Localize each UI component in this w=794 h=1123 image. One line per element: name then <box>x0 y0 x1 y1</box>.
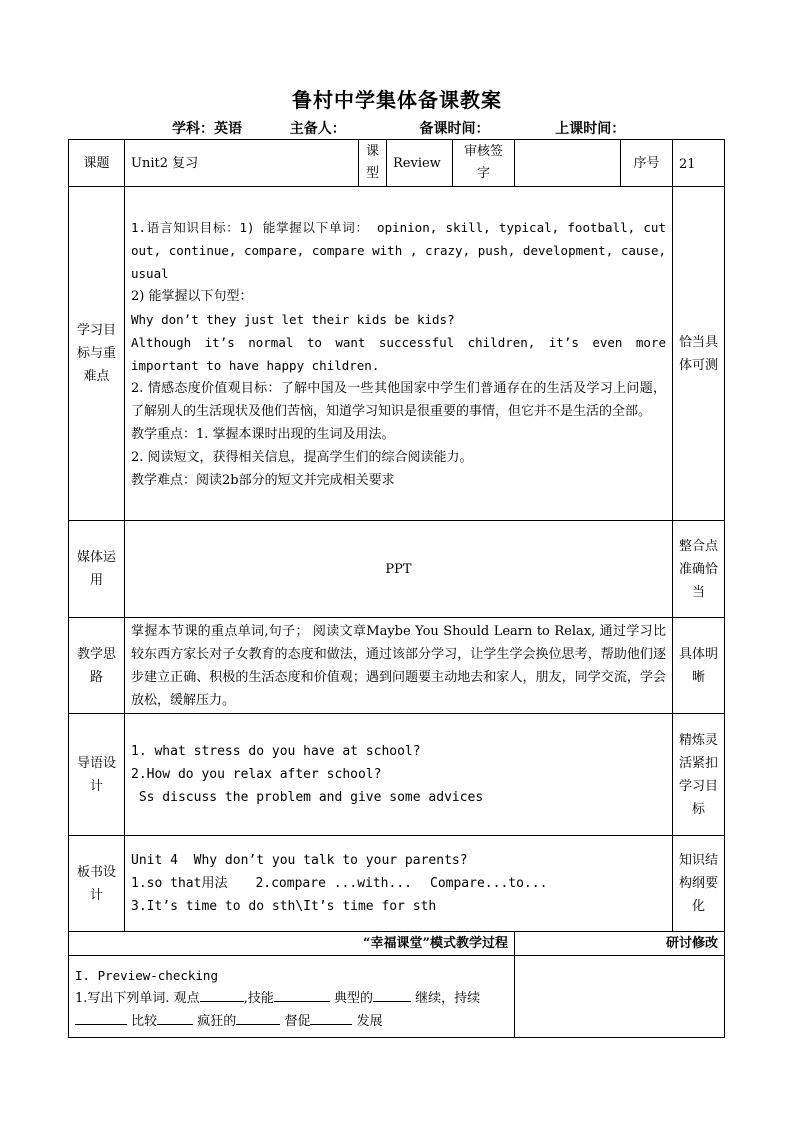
class-time-field: 上课时间： <box>555 121 626 137</box>
answer-blank[interactable] <box>236 1010 280 1025</box>
media-side-note: 整合点准确恰当 <box>673 521 725 618</box>
idea-label: 教学思路 <box>69 618 125 714</box>
header-meta <box>172 118 625 138</box>
goals-line: 1.语言知识目标：1) 能掌握以下单词： opinion, skill, typical, football, cut out, continue, compare, compare with , crazy, push, development, cause, usual <box>131 219 666 281</box>
answer-blank[interactable] <box>75 1010 127 1025</box>
type-value: Review <box>387 140 453 187</box>
board-side-note: 知识结构纲要化 <box>673 836 725 932</box>
revise-heading: 研讨修改 <box>515 932 725 956</box>
goals-line: Why don’t they just let their kids be kids? <box>131 311 455 327</box>
row-goals <box>69 187 725 521</box>
goals-line: 教学重点：1. 掌握本课时出现的生词及用法。 <box>131 426 395 442</box>
idea-text: 掌握本节课的重点单词,句子； 阅读文章Maybe You Should Learn to Relax, 通过学习比较东西方家长对子女教育的态度和做法，通过该部分学习，让学生学会换位思考，帮助他们逐步建立正确、积极的生活态度和价值观；遇到问题要主动地去和家人，朋友，同学交流，学会放松，缓解压力。 <box>125 618 673 714</box>
answer-blank[interactable] <box>157 1010 193 1025</box>
intro-line: Ss discuss the problem and give some advices <box>131 790 484 805</box>
goals-line: Although it’s normal to want successful children, it’s even more important to have happy children. <box>131 334 666 373</box>
review-signature <box>515 140 621 187</box>
goals-label: 学习目标与重难点 <box>69 187 125 521</box>
row-process-header <box>69 932 725 956</box>
document-title: 鲁村中学集体备课教案 <box>292 88 502 112</box>
seq-value: 21 <box>673 140 725 187</box>
answer-blank[interactable] <box>274 987 330 1002</box>
row-media <box>69 521 725 618</box>
goals-side-note: 恰当具体可测 <box>673 187 725 521</box>
answer-blank[interactable] <box>310 1010 352 1025</box>
board-item: Compare...to... <box>430 876 548 891</box>
topic-label: 课题 <box>69 140 125 187</box>
preview-section-title: I. Preview-checking <box>75 968 218 983</box>
row-intro <box>69 714 725 836</box>
row-idea <box>69 618 725 714</box>
process-heading: “幸福课堂”模式教学过程 <box>69 932 515 956</box>
preview-question: 1.写出下列单词. 观点 ,技能 典型的 继续，持续 比较 疯狂的 督促 发展 <box>75 987 508 1033</box>
review-label: 审核签字 <box>453 140 515 187</box>
process-content <box>69 956 515 1038</box>
revise-content <box>515 956 725 1038</box>
topic-value: Unit2 复习 <box>125 140 359 187</box>
lesson-plan-table <box>68 139 725 1038</box>
answer-blank[interactable] <box>373 987 411 1002</box>
seq-label: 序号 <box>621 140 673 187</box>
board-content <box>125 836 673 932</box>
goals-line: 2. 情感态度价值观目标：了解中国及一些其他国家中学生们普通存在的生活及学习上问题，了解别人的生活现状及他们苦恼，知道学习知识是很重要的事情，但它并不是生活的全部。 <box>131 380 666 419</box>
board-line: 3.It’s time to do sth\It’s time for sth <box>131 899 437 914</box>
board-item: 1.so that用法 <box>131 876 228 891</box>
intro-label: 导语设计 <box>69 714 125 836</box>
intro-line: 1. what stress do you have at school? <box>131 744 421 759</box>
board-line <box>131 872 666 895</box>
subject-field: 学科：英语 <box>172 121 242 137</box>
row-topic <box>69 140 725 187</box>
row-process <box>69 956 725 1038</box>
goals-line: 2. 阅读短文，获得相关信息，提高学生们的综合阅读能力。 <box>131 449 473 465</box>
media-label: 媒体运用 <box>69 521 125 618</box>
intro-line: 2.How do you relax after school? <box>131 767 382 782</box>
media-value: PPT <box>125 521 673 618</box>
idea-side-note: 具体明晰 <box>673 618 725 714</box>
board-item: 2.compare ...with... <box>255 876 412 891</box>
prep-time-field: 备课时间： <box>419 121 490 137</box>
goals-line: 2) 能掌握以下句型： <box>131 288 253 304</box>
intro-side-note: 精炼灵活紧扣学习目标 <box>673 714 725 836</box>
board-line: Unit 4 Why don’t you talk to your parents? <box>131 853 468 868</box>
board-label: 板书设计 <box>69 836 125 932</box>
row-board <box>69 836 725 932</box>
answer-blank[interactable] <box>200 987 244 1002</box>
preparer-field: 主备人： <box>289 121 346 137</box>
goals-content <box>125 187 673 521</box>
intro-content <box>125 714 673 836</box>
type-label: 课型 <box>359 140 387 187</box>
goals-line: 教学难点：阅读2b部分的短文并完成相关要求 <box>131 472 395 488</box>
